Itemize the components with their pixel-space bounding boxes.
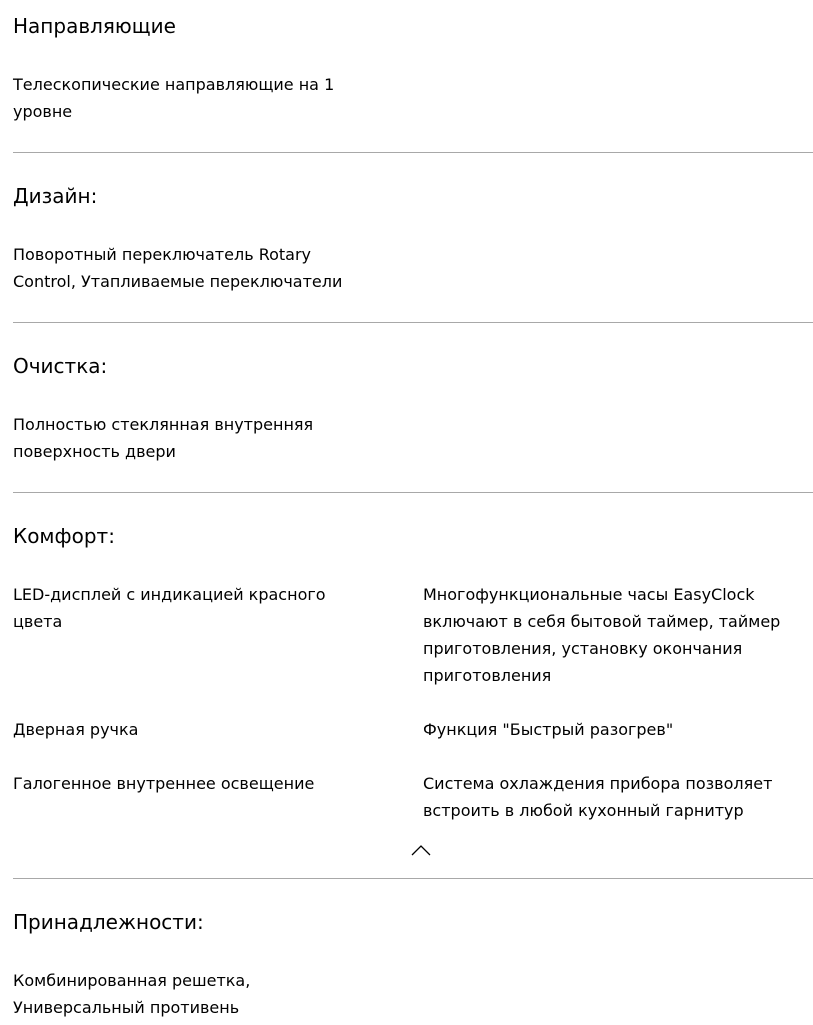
- comfort-item: Галогенное внутреннее освещение: [13, 774, 315, 793]
- comfort-item: Система охлаждения прибора позволяет встроить в любой кухонный гарнитур: [423, 774, 773, 820]
- accessories-item: Комбинированная решетка, Универсальный противень: [13, 971, 251, 1017]
- divider: [13, 492, 813, 493]
- collapse-button[interactable]: [410, 840, 432, 862]
- design-item: Поворотный переключатель Rotary Control, Утапливаемые переключатели: [13, 245, 343, 291]
- section-heading-design: Дизайн:: [13, 184, 98, 208]
- section-heading-guides: Направляющие: [13, 14, 176, 38]
- divider: [13, 152, 813, 153]
- section-heading-cleaning: Очистка:: [13, 354, 108, 378]
- divider: [13, 322, 813, 323]
- comfort-item: LED-дисплей с индикацией красного цвета: [13, 585, 326, 631]
- cleaning-item: Полностью стеклянная внутренняя поверхность двери: [13, 415, 314, 461]
- guides-item: Телескопические направляющие на 1 уровне: [13, 75, 335, 121]
- section-heading-accessories: Принадлежности:: [13, 910, 204, 934]
- divider: [13, 878, 813, 879]
- comfort-item: Многофункциональные часы EasyClock включают в себя бытовой таймер, таймер приготовления, установку окончания приготовления: [423, 585, 781, 685]
- comfort-item: Функция "Быстрый разогрев": [423, 720, 674, 739]
- comfort-item: Дверная ручка: [13, 720, 139, 739]
- chevron-up-icon: [410, 840, 432, 862]
- section-heading-comfort: Комфорт:: [13, 524, 115, 548]
